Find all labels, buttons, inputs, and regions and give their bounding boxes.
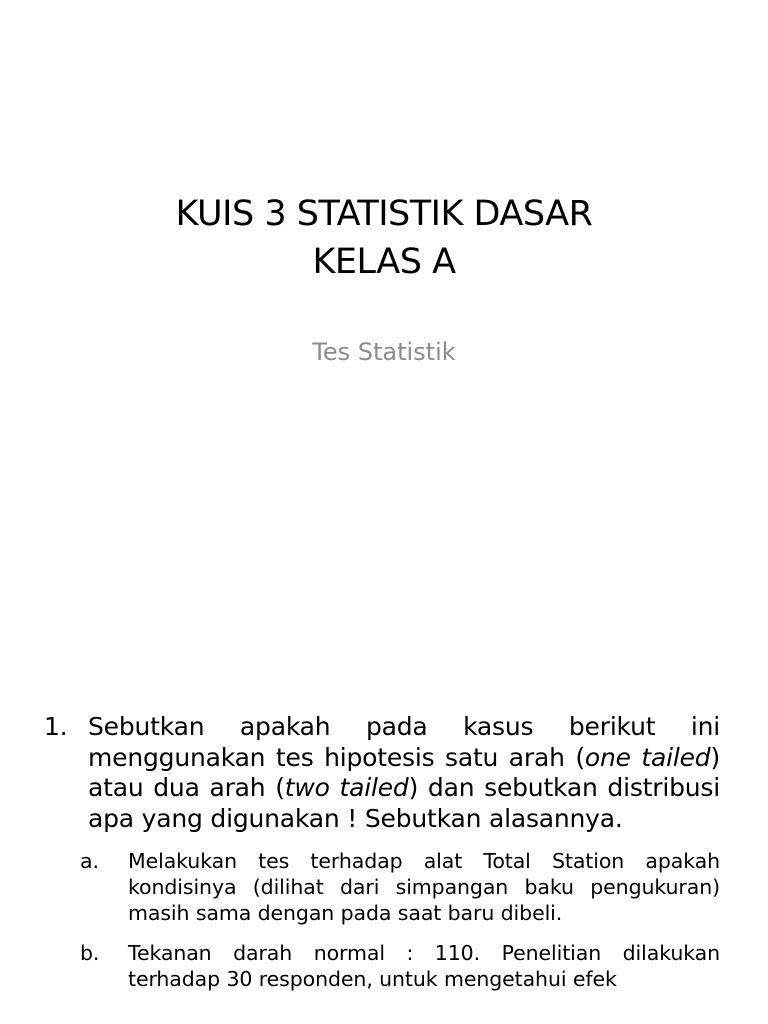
question-italic-one-tailed: one tailed [584, 742, 711, 772]
sub-question-text: Melakukan tes terhadap alat Total Station apakah kondisinya (dilihat dari simpangan baku pengukuran) masih sama dengan pada saat baru dibeli. [128, 849, 720, 925]
slide-title-line-1: KUIS 3 STATISTIK DASAR [175, 194, 593, 234]
sub-question-list [80, 848, 720, 992]
slide-subtitle: Tes Statistik [312, 338, 456, 366]
question-text-part-2: ) atau dua arah ( [88, 742, 720, 802]
sub-question-letter: b. [80, 941, 100, 965]
sub-question-letter: a. [80, 849, 99, 873]
question-item [44, 712, 720, 834]
sub-question-a [80, 848, 720, 926]
question-number: 1. [44, 712, 68, 741]
slide-title [0, 190, 768, 286]
sub-question-b [80, 940, 720, 992]
sub-question-text: Tekanan darah normal : 110. Penelitian dilakukan terhadap 30 responden, untuk mengetahui efek [128, 941, 720, 991]
question-slide [0, 676, 768, 1024]
question-text-part-3: ) dan sebutkan distribusi apa yang digunakan ! Sebutkan alasannya. [88, 773, 720, 833]
question-text-part-1: Sebutkan apakah pada kasus berikut ini menggunakan tes hipotesis satu arah ( [88, 712, 720, 772]
question-list [44, 712, 720, 1006]
slide-title-line-2: KELAS A [312, 242, 456, 282]
question-italic-two-tailed: two tailed [284, 773, 409, 802]
